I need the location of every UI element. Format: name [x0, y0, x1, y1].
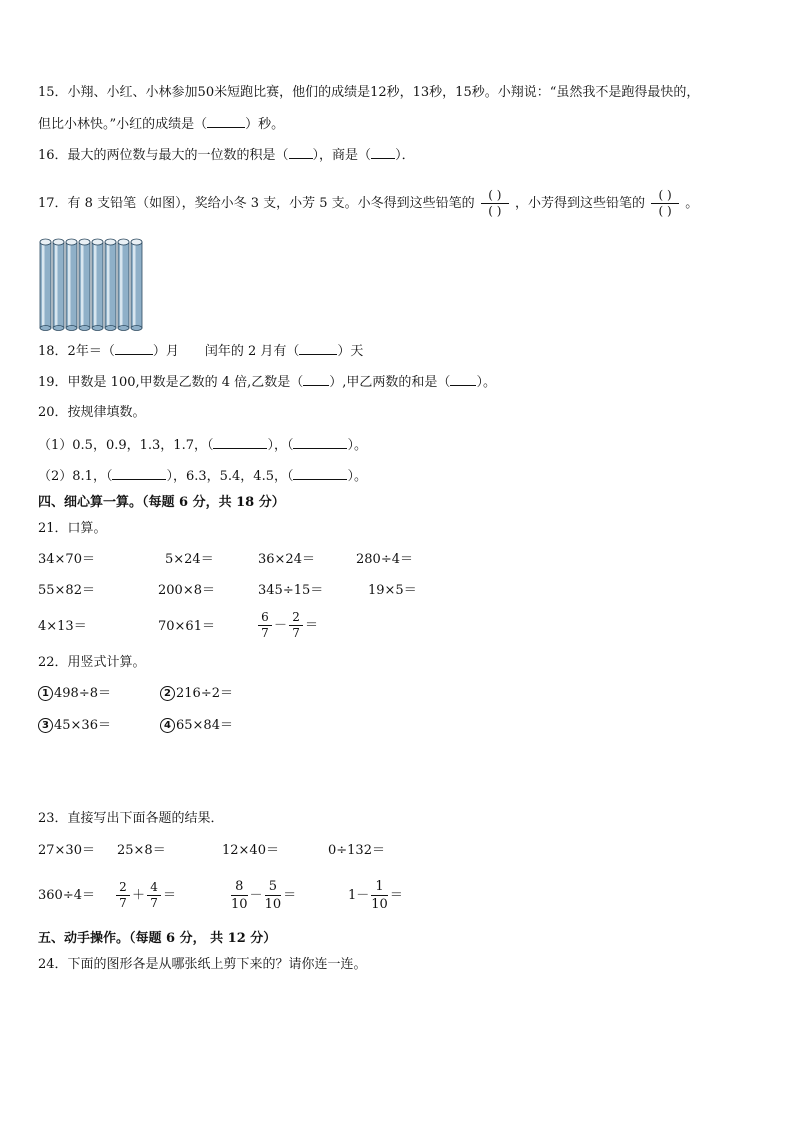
q20-title: 20．按规律填数。: [38, 405, 146, 420]
pencil: [131, 239, 142, 331]
q21-r1-c3: 36×24＝: [258, 552, 315, 567]
q17-post: 。: [685, 196, 699, 211]
q19-post: ）。: [476, 375, 496, 390]
q18-mid1: ）月: [152, 344, 179, 359]
q15-line1: 15．小翔、小红、小林参加50米短跑比赛，他们的成绩是12秒，13秒，15秒。小翔说：“虽然我不是跑得最快的，: [38, 85, 700, 100]
section-5-heading: 五、动手操作。（每题 6 分， 共 12 分）: [38, 931, 277, 946]
q18-pre: 18．2年＝（: [38, 344, 115, 359]
q19: [38, 373, 496, 392]
q23-r1-c1: 27×30＝: [38, 843, 95, 858]
q23-r2-c1: 360÷4＝: [38, 888, 95, 903]
pencil: [92, 239, 103, 331]
q23-r2-c3-fraction-expr: $\frac{8}{10}$ － $\frac{5}{10}$ ＝: [231, 879, 297, 912]
q19-b-blank[interactable]: [303, 373, 329, 386]
q21-r3-c1: 4×13＝: [38, 619, 87, 634]
q16-product-blank[interactable]: [289, 146, 313, 159]
pencil: [79, 239, 90, 331]
q16-post: ）．: [395, 148, 415, 163]
q23-r1-c3: 12×40＝: [222, 843, 279, 858]
q19-sum-blank[interactable]: [450, 373, 476, 386]
q21-r2-c1: 55×82＝: [38, 583, 95, 598]
q21-title: 21．口算。: [38, 521, 107, 536]
q16-mid: ），商是（: [312, 148, 372, 163]
pencil: [118, 239, 129, 331]
q15-answer-blank[interactable]: [207, 115, 245, 128]
q18-days-blank[interactable]: [299, 342, 337, 355]
q22-item-2: 2 216÷2＝: [160, 685, 233, 703]
q15-line2-post: ）秒。: [245, 117, 285, 132]
q18: [38, 342, 363, 361]
q22-item-3: 3 45×36＝: [38, 717, 111, 735]
q23-r2-c4-fraction-expr: 1－ $\frac{1}{10}$ ＝: [348, 879, 403, 912]
q17-fraction-2[interactable]: $\frac{( )}{( )}$: [651, 188, 679, 219]
pencil: [105, 239, 116, 331]
pencil: [40, 239, 51, 331]
q21-r3-c3-fraction-expr: $\frac{6}{7}$ － $\frac{2}{7}$ ＝: [256, 606, 318, 646]
q20-p1-blank-2[interactable]: [293, 436, 347, 449]
q20-p1-blank-1[interactable]: [213, 436, 267, 449]
q15-line2-pre: 但比小林快。”小红的成绩是（: [38, 117, 208, 132]
q17-pre: 17．有 8 支铅笔（如图），奖给小冬 3 支，小芳 5 支。小冬得到这些铅笔的: [38, 196, 475, 211]
q23-r1-c4: 0÷132＝: [328, 843, 385, 858]
q15-line2: [38, 115, 284, 134]
q16-quotient-blank[interactable]: [371, 146, 395, 159]
section-4-heading: 四、细心算一算。（每题 6 分，共 18 分）: [38, 495, 285, 510]
q21-r1-c1: 34×70＝: [38, 552, 95, 567]
q17-mid: ，小芳得到这些铅笔的: [514, 196, 645, 211]
q22-item-1: 1 498÷8＝: [38, 685, 111, 703]
q21-r2-c4: 19×5＝: [368, 583, 417, 598]
q21-r2-c3: 345÷15＝: [258, 583, 324, 598]
q22-title: 22．用竖式计算。: [38, 655, 146, 670]
q17: [38, 188, 698, 218]
q23-r2-c2-fraction-expr: $\frac{2}{7}$ ＋ $\frac{4}{7}$ ＝: [114, 876, 176, 916]
q20-part1: （1）0.5，0.9，1.3，1.7，（ ），（ ）。: [38, 438, 367, 453]
q18-mid2: 闰年的 2 月有（: [204, 344, 300, 359]
q23-r1-c2: 25×8＝: [117, 843, 166, 858]
q22-item-4: 4 65×84＝: [160, 717, 233, 735]
q19-mid: ）,甲乙两数的和是（: [329, 375, 451, 390]
q21-r1-c4: 280÷4＝: [356, 552, 413, 567]
pencil: [53, 239, 64, 331]
q19-pre: 19．甲数是 100,甲数是乙数的 4 倍,乙数是（: [38, 375, 304, 390]
q21-r1-c2: 5×24＝: [165, 552, 214, 567]
q20-p2-blank-1[interactable]: [112, 467, 166, 480]
q17-fraction-1[interactable]: $\frac{( )}{( )}$: [481, 188, 509, 219]
q24: 24．下面的图形各是从哪张纸上剪下来的？请你连一连。: [38, 957, 367, 972]
q20-part2: （2）8.1，（ ），6.3，5.4，4.5，（ ）。: [38, 469, 367, 484]
q16: [38, 146, 415, 165]
q23-title: 23．直接写出下面各题的结果．: [38, 811, 224, 826]
q21-r3-c2: 70×61＝: [158, 619, 215, 634]
pencils-illustration: [38, 236, 150, 332]
q16-pre: 16．最大的两位数与最大的一位数的积是（: [38, 148, 289, 163]
q20-p2-blank-2[interactable]: [293, 467, 347, 480]
pencil: [66, 239, 77, 331]
q18-post: ）天: [337, 344, 364, 359]
q18-months-blank[interactable]: [115, 342, 153, 355]
q21-r2-c2: 200×8＝: [158, 583, 215, 598]
